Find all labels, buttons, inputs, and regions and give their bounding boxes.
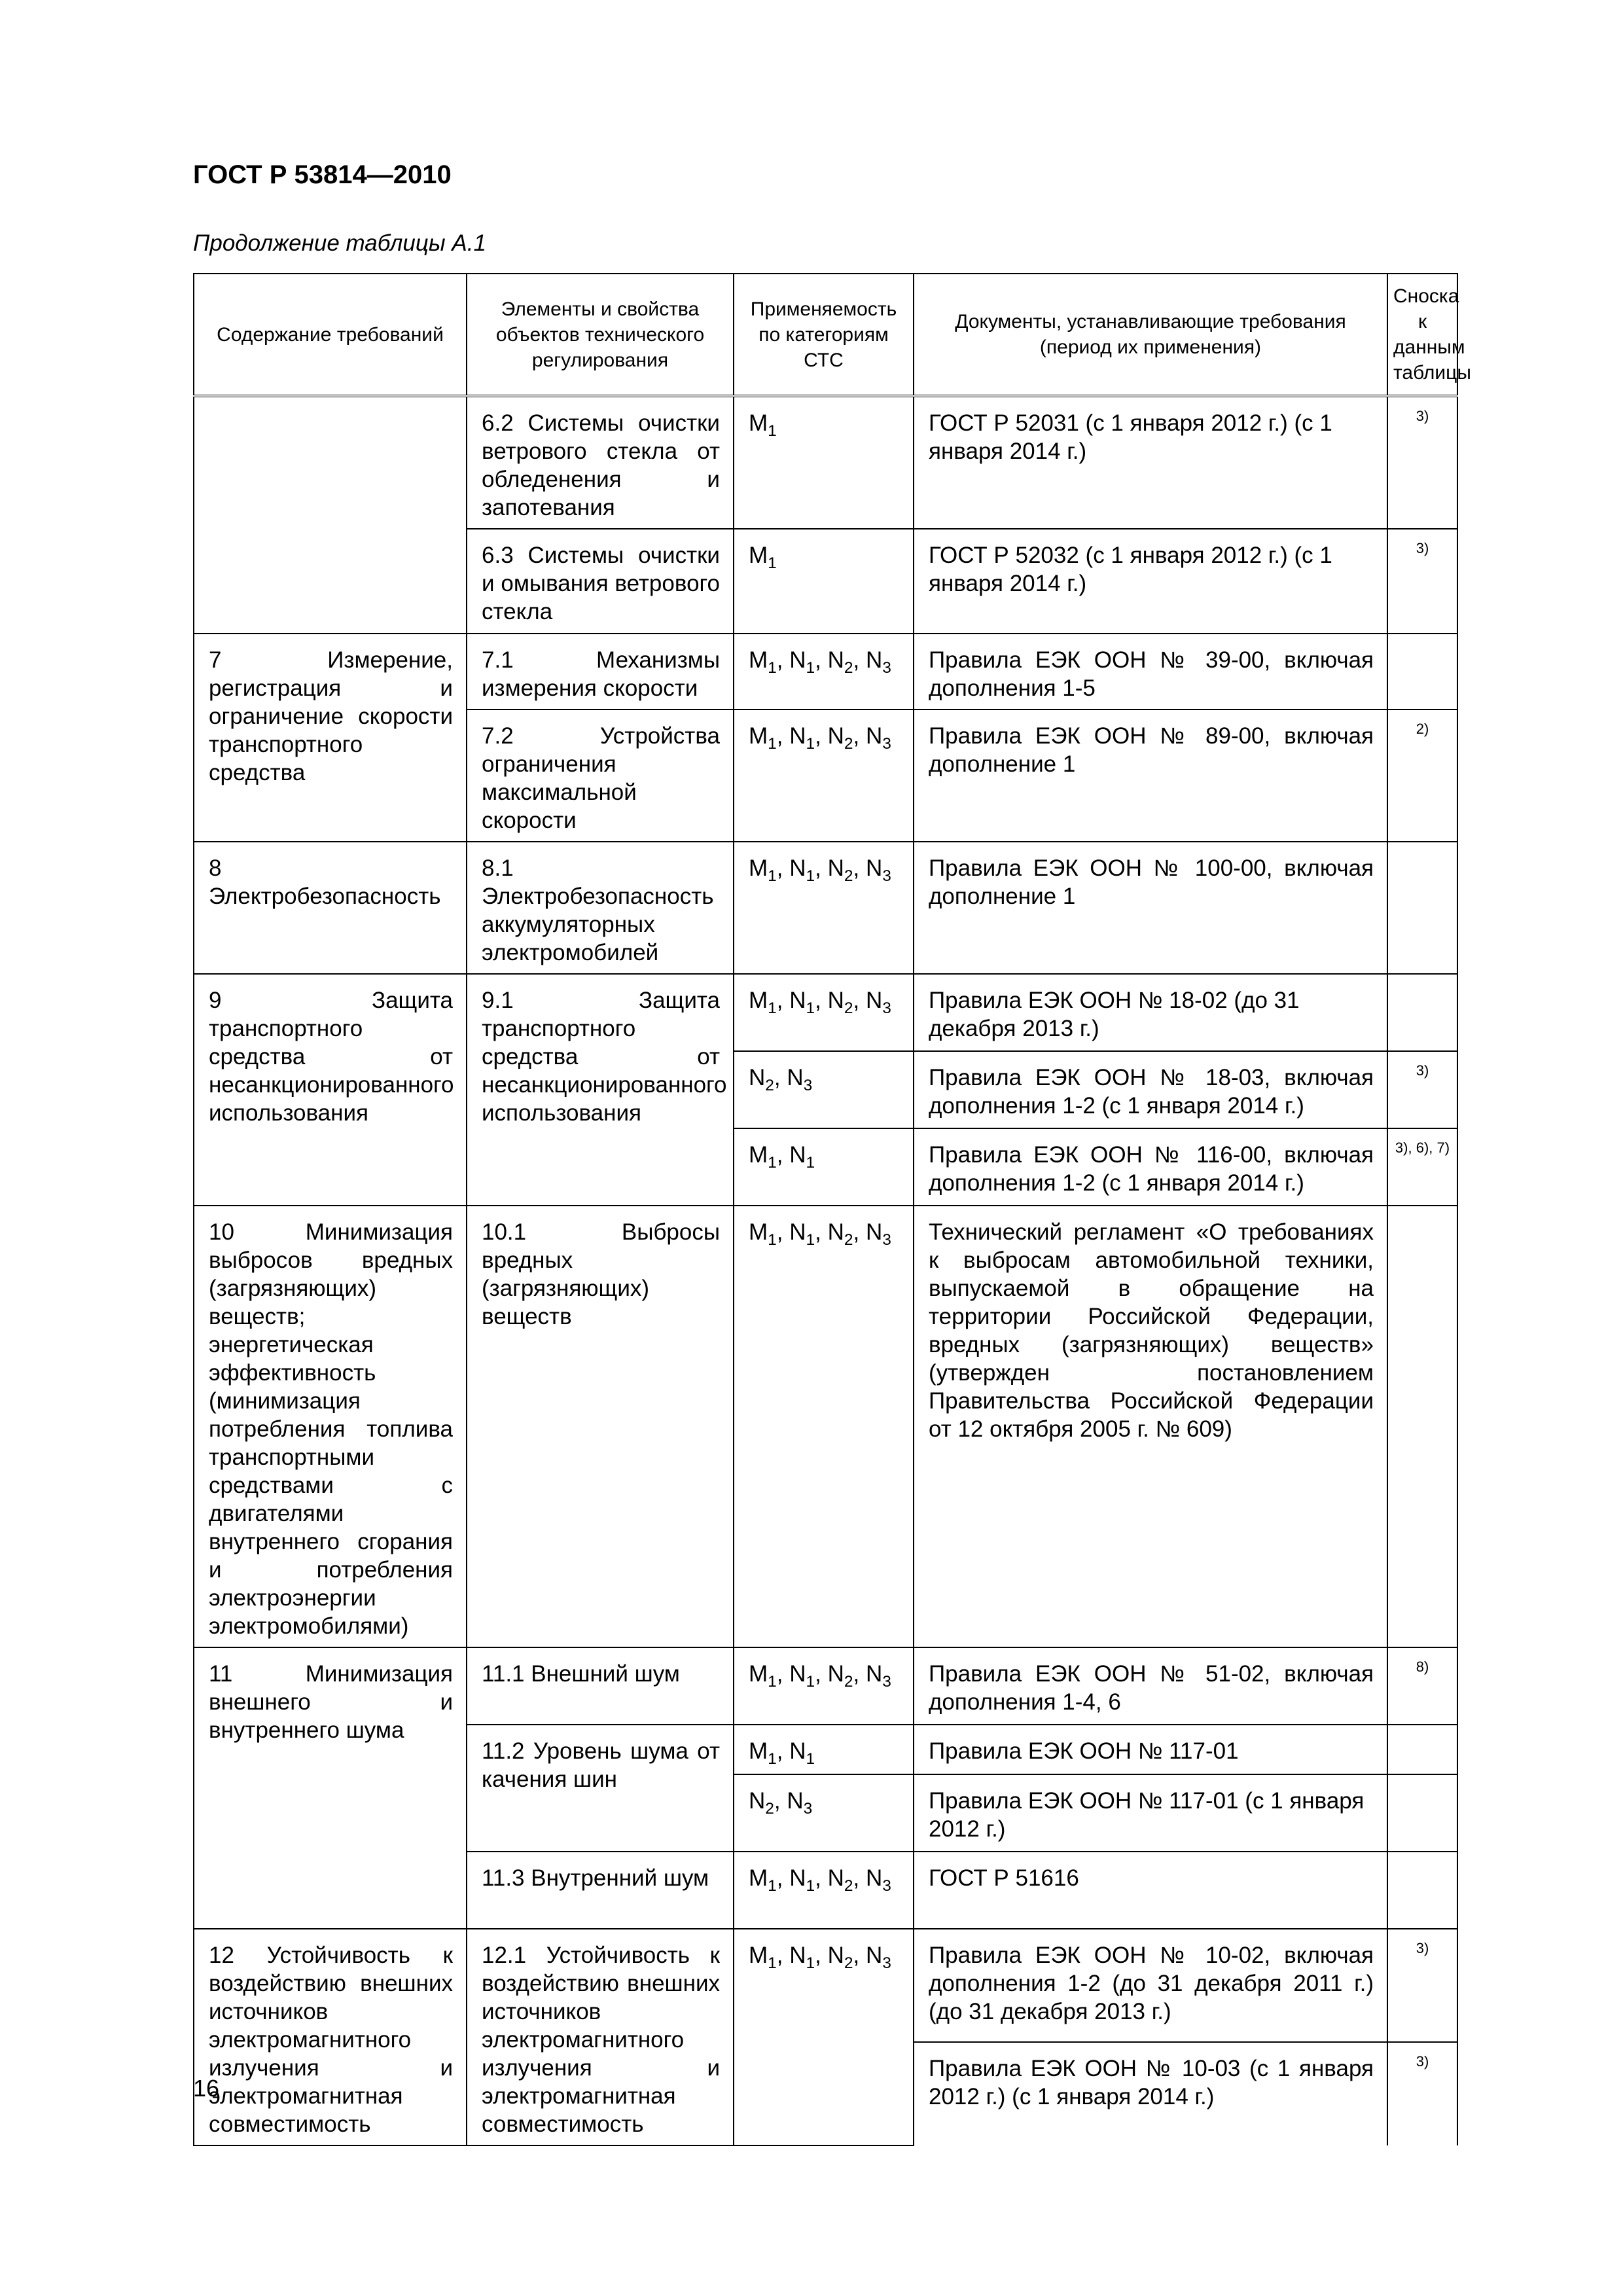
cell-category: $M_1$, $N_1$, $N_2$, $N_3$ xyxy=(734,1929,914,2145)
cell-document: Правила ЕЭК ООН № 89-00, включая дополнение 1 xyxy=(914,709,1387,842)
cell-document: Правила ЕЭК ООН № 10-03 (с 1 января 2012 г.) (с 1 января 2014 г.) xyxy=(914,2042,1387,2145)
cell-requirement: 7 Измерение, регистрация и ограничение скорости транспортного средства xyxy=(194,634,467,842)
cell-footnote: 2) xyxy=(1387,709,1457,842)
cell-document: Правила ЕЭК ООН № 117-01 xyxy=(914,1725,1387,1774)
cell-footnote xyxy=(1387,1774,1457,1852)
table-row xyxy=(194,1929,1457,2042)
cell-footnote xyxy=(1387,1206,1457,1647)
cell-category: $M_1$, $N_1$, $N_2$, $N_3$ xyxy=(734,634,914,709)
cell-footnote: 3) xyxy=(1387,2042,1457,2145)
cell-element: 11.1 Внешний шум xyxy=(467,1647,734,1725)
cell-element: 7.1 Механизмы измерения скорости xyxy=(467,634,734,709)
cell-requirement: 10 Минимизация выбросов вредных (загрязняющих) веществ; энергетическая эффективность (минимизация потребления топлива транспортными средствами с двигателями внутреннего сгорания и потребления электроэнергии электромобилями) xyxy=(194,1206,467,1647)
table-caption: Продолжение таблицы А.1 xyxy=(193,230,486,256)
cell-footnote: 3), 6), 7) xyxy=(1387,1128,1457,1206)
requirements-table xyxy=(193,273,1471,2146)
cell-document: Правила ЕЭК ООН № 116-00, включая дополнения 1-2 (с 1 января 2014 г.) xyxy=(914,1128,1387,1206)
cell-element: 11.2 Уровень шума от качения шин xyxy=(467,1725,734,1852)
cell-category: $M_1$, $N_1$, $N_2$, $N_3$ xyxy=(734,974,914,1051)
cell-category: $M_1$, $N_1$, $N_2$, $N_3$ xyxy=(734,1647,914,1725)
cell-document: ГОСТ Р 52031 (с 1 января 2012 г.) (с 1 января 2014 г.) xyxy=(914,396,1387,529)
document-id: ГОСТ Р 53814—2010 xyxy=(193,160,452,189)
col-header-categories: Применяемость по категориям СТС xyxy=(734,274,914,396)
cell-footnote xyxy=(1387,634,1457,709)
cell-requirement: 9 Защита транспортного средства от несанкционированного использования xyxy=(194,974,467,1206)
cell-category: $N_2$, $N_3$ xyxy=(734,1051,914,1128)
table-row xyxy=(194,396,1457,529)
cell-document: Правила ЕЭК ООН № 51-02, включая дополнения 1-4, 6 xyxy=(914,1647,1387,1725)
cell-document: Правила ЕЭК ООН № 117-01 (с 1 января 2012 г.) xyxy=(914,1774,1387,1852)
cell-document: Правила ЕЭК ООН № 39-00, включая дополнения 1-5 xyxy=(914,634,1387,709)
cell-footnote: 3) xyxy=(1387,396,1457,529)
cell-footnote xyxy=(1387,1852,1457,1929)
cell-footnote: 3) xyxy=(1387,529,1457,634)
cell-element: 8.1 Электробезопасность аккумуляторных электромобилей xyxy=(467,842,734,974)
cell-footnote xyxy=(1387,974,1457,1051)
table-row xyxy=(194,1647,1457,1725)
cell-document: ГОСТ Р 52032 (с 1 января 2012 г.) (с 1 января 2014 г.) xyxy=(914,529,1387,634)
cell-category: $M_1$, $N_1$, $N_2$, $N_3$ xyxy=(734,1206,914,1647)
cell-category: $M_1$, $N_1$ xyxy=(734,1725,914,1774)
cell-document: Правила ЕЭК ООН № 100-00, включая дополнение 1 xyxy=(914,842,1387,974)
col-header-documents: Документы, устанавливающие требования (период их применения) xyxy=(914,274,1387,396)
table-row xyxy=(194,974,1457,1051)
cell-footnote: 3) xyxy=(1387,1051,1457,1128)
cell-document: Правила ЕЭК ООН № 18-03, включая дополнения 1-2 (с 1 января 2014 г.) xyxy=(914,1051,1387,1128)
cell-element: 6.3 Системы очистки и омывания ветрового стекла xyxy=(467,529,734,634)
cell-category: $M_1$, $N_1$ xyxy=(734,1128,914,1206)
cell-category: $M_1$, $N_1$, $N_2$, $N_3$ xyxy=(734,1852,914,1929)
table-header-row xyxy=(194,274,1457,396)
cell-element: 9.1 Защита транспортного средства от несанкционированного использования xyxy=(467,974,734,1206)
col-header-requirements: Содержание требований xyxy=(194,274,467,396)
table-row xyxy=(194,1206,1457,1647)
cell-footnote xyxy=(1387,1725,1457,1774)
col-header-elements: Элементы и свойства объектов технического регулирования xyxy=(467,274,734,396)
cell-document: Правила ЕЭК ООН № 10-02, включая дополнения 1-2 (до 31 декабря 2011 г.) (до 31 декабря 2013 г.) xyxy=(914,1929,1387,2042)
cell-footnote: 3) xyxy=(1387,1929,1457,2042)
cell-element: 10.1 Выбросы вредных (загрязняющих) веществ xyxy=(467,1206,734,1647)
cell-document: ГОСТ Р 51616 xyxy=(914,1852,1387,1929)
cell-document: Правила ЕЭК ООН № 18-02 (до 31 декабря 2013 г.) xyxy=(914,974,1387,1051)
table-row xyxy=(194,842,1457,974)
table-row xyxy=(194,634,1457,709)
cell-element: 7.2 Устройства ограничения максимальной скорости xyxy=(467,709,734,842)
cell-category: $M_1$, $N_1$, $N_2$, $N_3$ xyxy=(734,709,914,842)
cell-category: $M_1$ xyxy=(734,396,914,529)
col-header-footnote: Сноска к данным таблицы xyxy=(1387,274,1457,396)
cell-element: 11.3 Внутренний шум xyxy=(467,1852,734,1929)
cell-category: $M_1$ xyxy=(734,529,914,634)
cell-footnote: 8) xyxy=(1387,1647,1457,1725)
cell-document: Технический регламент «О требованиях к выбросам автомобильной техники, выпускаемой в обращение на территории Российской Федерации, вредных (загрязняющих) веществ» (утвержден постановлением Правительства Российской Федерации от 12 октября 2005 г. № 609) xyxy=(914,1206,1387,1647)
cell-element: 6.2 Системы очистки ветрового стекла от обледенения и запотевания xyxy=(467,396,734,529)
cell-requirement: 12 Устойчивость к воздействию внешних источников электромагнитного излучения и электромагнитная совместимость xyxy=(194,1929,467,2145)
cell-category: $N_2$, $N_3$ xyxy=(734,1774,914,1852)
page-number: 16 xyxy=(193,2075,220,2102)
cell-category: $M_1$, $N_1$, $N_2$, $N_3$ xyxy=(734,842,914,974)
cell-requirement: 11 Минимизация внешнего и внутреннего шума xyxy=(194,1647,467,1929)
cell-footnote xyxy=(1387,842,1457,974)
cell-element: 12.1 Устойчивость к воздействию внешних источников электромагнитного излучения и электромагнитная совместимость xyxy=(467,1929,734,2145)
cell-requirement xyxy=(194,396,467,634)
cell-requirement: 8 Электробезопасность xyxy=(194,842,467,974)
